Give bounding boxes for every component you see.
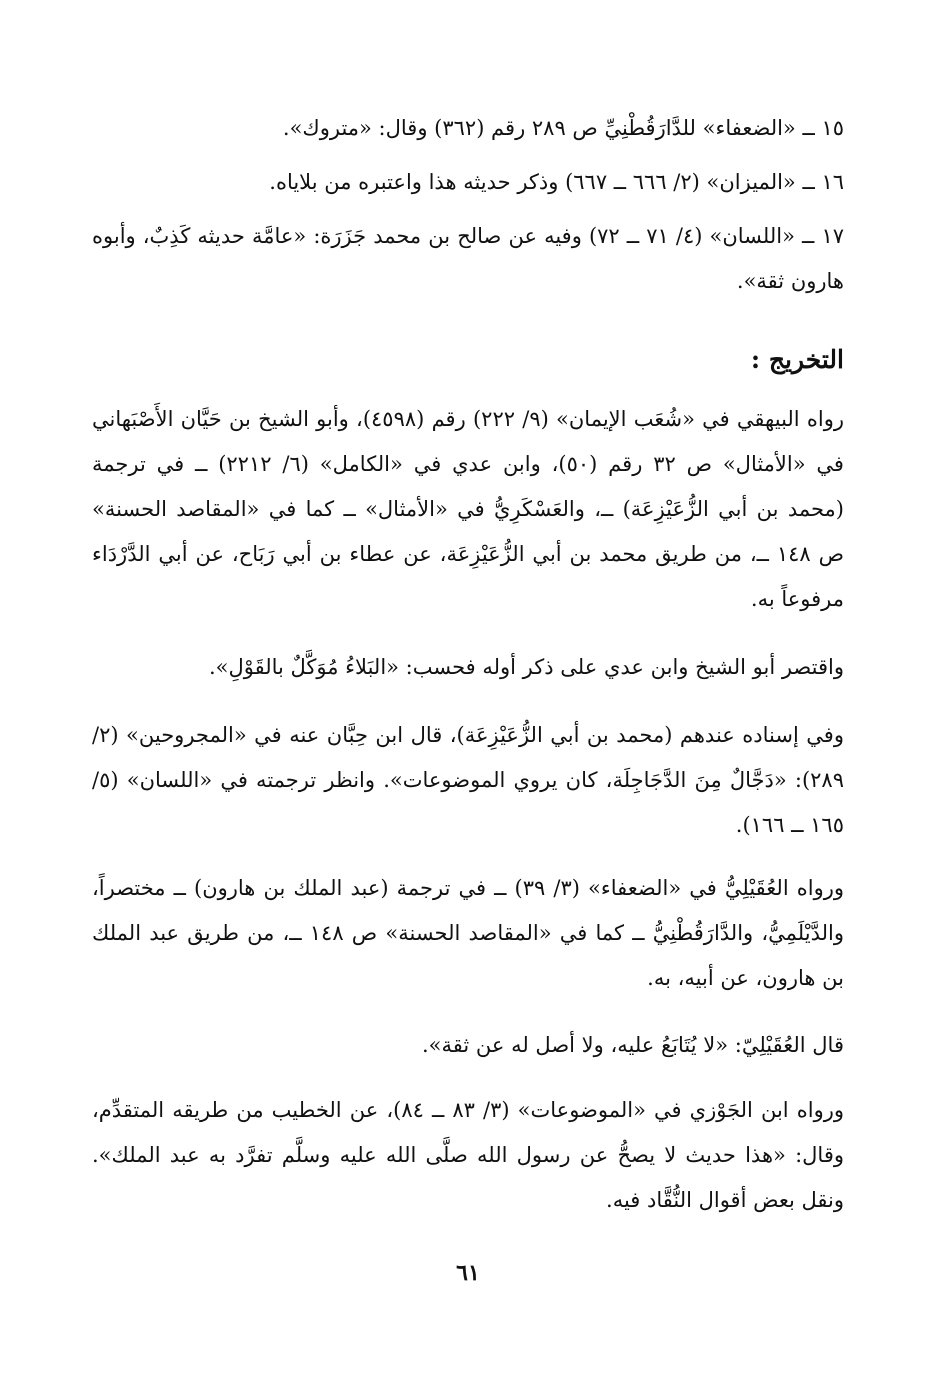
paragraph-takhrij-4: ورواه العُقَيْلِيُّ في «الضعفاء» (٣/ ٣٩) ــ في ترجمة (عبد الملك بن هارون) ــ مختصراً، والدَّيْلَمِيُّ، والدَّارَقُطْنِيُّ ــ كما في «المقاصد الحسنة» ص ١٤٨ ــ، من طريق عبد الملك بن هارون، عن أبيه، به. xyxy=(92,876,844,990)
footnote-15: ١٥ ــ «الضعفاء» للدَّارَقُطْنِيِّ ص ٢٨٩ رقم (٣٦٢) وقال: «متروك». xyxy=(282,116,844,140)
paragraph-takhrij-6: ورواه ابن الجَوْزي في «الموضوعات» (٣/ ٨٣ ــ ٨٤)، عن الخطيب من طريقه المتقدِّم، وقال: «هذا حديث لا يصحُّ عن رسول الله صلَّى الله عليه وسلَّم تفرَّد به عبد الملك». ونقل بعض أقوال النُّقَّاد فيه. xyxy=(92,1098,844,1212)
footnote-16: ١٦ ــ «الميزان» (٢/ ٦٦٦ ــ ٦٦٧) وذكر حديثه هذا واعتبره من بلاياه. xyxy=(269,170,844,194)
paragraph-takhrij-5: قال العُقَيْلِيّ: «لا يُتَابَعُ عليه، ولا أصل له عن ثقة». xyxy=(421,1033,844,1057)
footnote-17: ١٧ ــ «اللسان» (٤/ ٧١ ــ ٧٢) وفيه عن صالح بن محمد جَزَرَة: «عامَّة حديثه كَذِبٌ، وأبوه هارون ثقة». xyxy=(92,224,844,293)
section-heading: التخريج : xyxy=(750,345,844,374)
page-number: ٦١ xyxy=(456,1260,480,1286)
paragraph-takhrij-1: رواه البيهقي في «شُعَب الإيمان» (٩/ ٢٢٢) رقم (٤٥٩٨)، وأبو الشيخ بن حَيَّان الأَصْبَهاني في «الأمثال» ص ٣٢ رقم (٥٠)، وابن عدي في «الكامل» (٦/ ٢٢١٢) ــ في ترجمة (محمد بن أبي الزُّعَيْزِعَة) ــ، والعَسْكَرِيُّ في «الأمثال» ــ كما في «المقاصد الحسنة» ص ١٤٨ ــ، من طريق محمد بن أبي الزُّعَيْزِعَة، عن عطاء بن أبي رَبَاح، عن أبي الدَّرْدَاء مرفوعاً به. xyxy=(92,407,844,611)
paragraph-takhrij-2: واقتصر أبو الشيخ وابن عدي على ذكر أوله فحسب: «البَلاءُ مُوَكَّلٌ بالقَوْلِ». xyxy=(208,655,844,679)
paragraph-takhrij-3: وفي إسناده عندهم (محمد بن أبي الزُّعَيْزِعَة)، قال ابن حِبَّان عنه في «المجروحين» (٢/ ٢٨٩): «دَجَّالٌ مِنَ الدَّجَاجِلَة، كان يروي الموضوعات». وانظر ترجمته في «اللسان» (٥/ ١٦٥ ــ ١٦٦). xyxy=(92,723,844,837)
